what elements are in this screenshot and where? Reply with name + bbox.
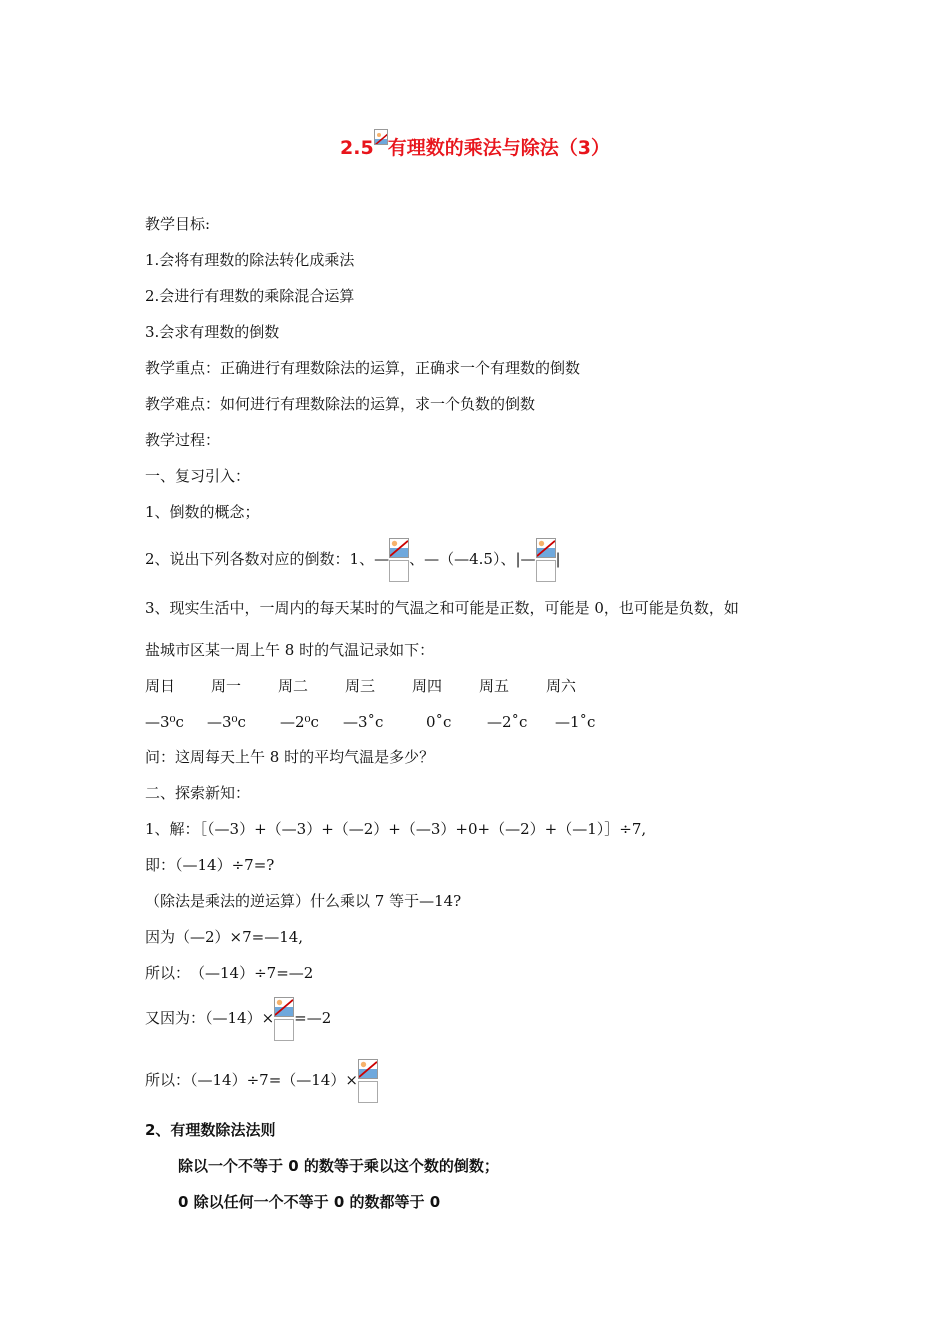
fraction-image	[358, 1059, 378, 1103]
day-label: 周六	[546, 677, 577, 695]
temp-value: —2⁰c	[280, 713, 319, 731]
day-label: 周三	[345, 677, 376, 695]
goal-1: 1.会将有理数的除法转化成乘法	[145, 251, 355, 269]
step6-text-a: 又因为：（—14）×	[145, 1009, 275, 1027]
day-label: 周一	[211, 677, 242, 695]
fraction-image	[274, 997, 294, 1041]
goal-3: 3.会求有理数的倒数	[145, 323, 280, 341]
solution-step-5: 所以： （—14）÷7=—2	[145, 964, 314, 982]
title-suffix: 有理数的乘法与除法（3）	[387, 137, 610, 159]
solution-step-3: （除法是乘法的逆运算）什么乘以 7 等于—14?	[145, 892, 462, 910]
division-rule-2: 0 除以任何一个不等于 0 的数都等于 0	[178, 1193, 441, 1211]
step7-text-a: 所以：（—14）÷7=（—14）×	[145, 1071, 358, 1089]
fraction-image	[389, 538, 409, 582]
day-label: 周四	[412, 677, 443, 695]
reciprocal-question	[145, 537, 561, 581]
question-text-a: 2、说出下列各数对应的倒数：1、—	[145, 550, 390, 568]
average-question: 问：这周每天上午 8 时的平均气温是多少？	[145, 748, 435, 766]
solution-step-2: 即：（—14）÷7=?	[145, 856, 275, 874]
teaching-goals-heading: 教学目标:	[145, 215, 211, 233]
division-rule-heading: 2、有理数除法法则	[145, 1121, 276, 1139]
process-heading: 教学过程：	[145, 431, 221, 449]
document-title	[0, 133, 950, 160]
temp-value: 0˚c	[426, 713, 452, 731]
temp-value: —3˚c	[343, 713, 384, 731]
temperature-intro-2: 盐城市区某一周上午 8 时的气温记录如下：	[145, 641, 435, 659]
division-rule-1: 除以一个不等于 0 的数等于乘以这个数的倒数；	[178, 1157, 499, 1175]
fraction-image	[536, 538, 556, 582]
broken-image-icon	[374, 129, 388, 145]
solution-step-6	[145, 996, 331, 1040]
day-label: 周五	[479, 677, 510, 695]
reciprocal-concept: 1、倒数的概念；	[145, 503, 260, 521]
solution-step-4: 因为（—2）×7=—14,	[145, 928, 304, 946]
difficult-points: 教学难点：如何进行有理数除法的运算，求一个负数的倒数	[145, 395, 536, 413]
temp-value: —3⁰c	[145, 713, 184, 731]
question-text-b: 、—（—4.5）、|—	[409, 550, 536, 568]
temp-value: —2˚c	[487, 713, 528, 731]
solution-step-7	[145, 1058, 378, 1102]
key-points: 教学重点：正确进行有理数除法的运算，正确求一个有理数的倒数	[145, 359, 581, 377]
temp-value: —3⁰c	[207, 713, 246, 731]
section-review: 一、复习引入：	[145, 467, 251, 485]
goal-2: 2.会进行有理数的乘除混合运算	[145, 287, 355, 305]
temp-value: —1˚c	[555, 713, 596, 731]
step6-text-b: =—2	[294, 1009, 332, 1027]
title-prefix: 2.5	[340, 137, 374, 159]
temperature-intro: 3、现实生活中，一周内的每天某时的气温之和可能是正数，可能是 0，也可能是负数，如	[145, 599, 739, 617]
section-explore: 二、探索新知：	[145, 784, 251, 802]
question-text-c: |	[555, 550, 561, 568]
day-label: 周日	[145, 677, 176, 695]
day-label: 周二	[278, 677, 309, 695]
solution-step-1: 1、解：［（—3）+（—3）+（—2）+（—3）+0+（—2）+（—1）］÷7,	[145, 820, 647, 838]
